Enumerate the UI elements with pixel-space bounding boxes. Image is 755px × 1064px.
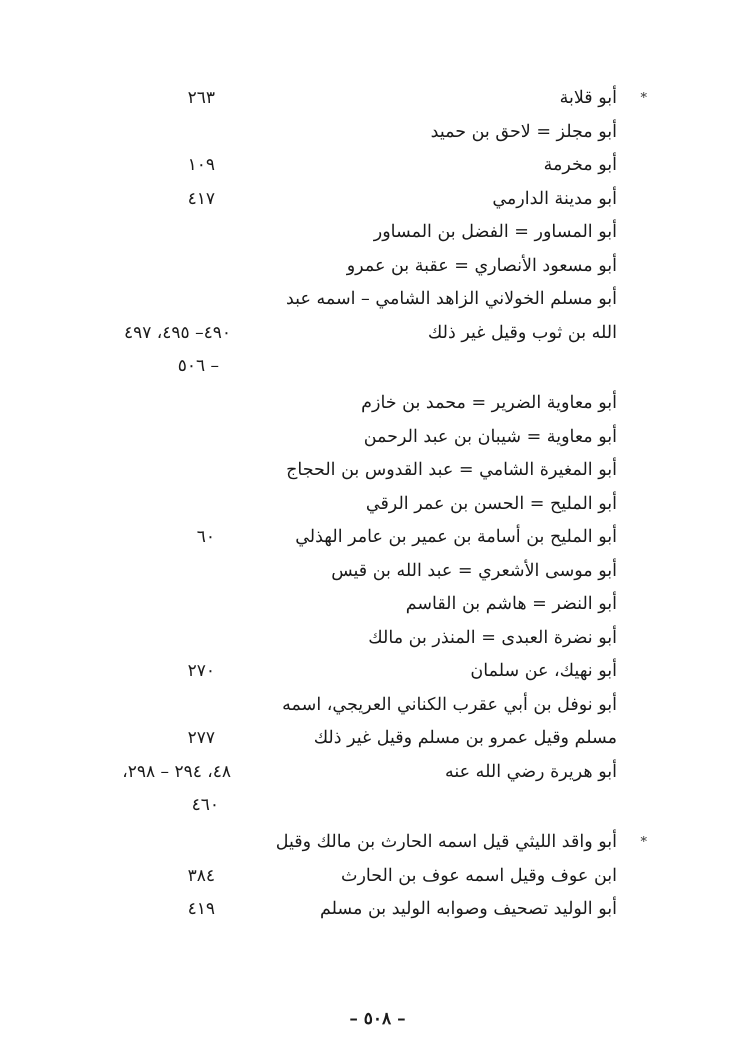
entry-name: أبو المساور = الفضل بن المساور	[373, 222, 617, 242]
entry-name: أبو قلابة	[559, 88, 617, 108]
entry-name: أبو مسعود الأنصاري = عقبة بن عمرو	[346, 255, 617, 276]
entry-name: أبو المليح = الحسن بن عمر الرقي	[365, 493, 617, 514]
entry-pages: ٦٠	[196, 527, 215, 547]
entry-pages: ٢٧٧	[187, 728, 215, 748]
index-entry	[0, 722, 755, 756]
entry-name: أبو المليح بن أسامة بن عمير بن عامر الهذلي	[295, 527, 617, 547]
index-entry	[0, 82, 755, 116]
index-entry	[0, 689, 755, 723]
entry-pages: ٤١٩	[187, 899, 215, 919]
index-entry	[0, 454, 755, 488]
entry-pages: ٤٨، ٢٩٤ – ٢٩٨،	[122, 761, 231, 782]
index-entry	[0, 521, 755, 555]
entry-name: أبو موسى الأشعري = عبد الله بن قيس	[331, 560, 617, 581]
entry-pages: ٤٩٠– ٤٩٥، ٤٩٧	[123, 322, 231, 343]
entry-name: أبو معاوية الضرير = محمد بن خازم	[361, 393, 617, 413]
index-entry	[0, 421, 755, 455]
index-entry	[0, 488, 755, 522]
index-entry	[0, 216, 755, 250]
index-entry	[0, 283, 755, 317]
index-entry	[0, 756, 755, 790]
entry-pages: ٣٨٤	[187, 865, 215, 886]
index-entry	[0, 555, 755, 589]
entry-name: أبو واقد الليثي قيل اسمه الحارث بن مالك وقيل	[275, 832, 617, 852]
star-marker-icon: *	[640, 835, 647, 850]
entry-name: أبو النضر = هاشم بن القاسم	[405, 594, 617, 614]
index-entry	[0, 893, 755, 927]
index-entry	[0, 860, 755, 894]
entry-pages: ٤٦٠	[191, 795, 219, 815]
entry-name: أبو مسلم الخولاني الزاهد الشامي – اسمه عبد	[285, 289, 617, 309]
index-entry	[0, 149, 755, 183]
index-entry	[0, 250, 755, 284]
entry-name: أبو هريرة رضي الله عنه	[445, 761, 617, 782]
index-entry	[0, 826, 755, 860]
entry-name: أبو نهيك، عن سلمان	[470, 661, 617, 681]
entry-name: ابن عوف وقيل اسمه عوف بن الحارث	[341, 865, 617, 886]
star-marker-icon: *	[640, 91, 647, 106]
entry-name: أبو الوليد تصحيف وصوابه الوليد بن مسلم	[319, 899, 617, 919]
index-entry	[0, 116, 755, 150]
entry-name: أبو معاوية = شيبان بن عبد الرحمن	[363, 426, 617, 447]
entry-pages: ١٠٩	[187, 155, 215, 175]
index-entry	[0, 183, 755, 217]
entry-name: أبو المغيرة الشامي = عبد القدوس بن الحجاج	[286, 460, 617, 480]
entry-pages: – ٥٠٦	[177, 356, 219, 376]
index-entry	[0, 622, 755, 656]
entry-pages: ٢٦٣	[187, 88, 215, 108]
entry-name: مسلم وقيل عمرو بن مسلم وقيل غير ذلك	[313, 728, 617, 748]
entry-name: أبو نضرة العبدى = المنذر بن مالك	[368, 627, 617, 648]
index-entry	[0, 789, 755, 826]
entry-name: أبو نوفل بن أبي عقرب الكناني العريجي، اسمه	[282, 694, 617, 715]
page-number: – ٥٠٨ –	[349, 1009, 406, 1029]
entry-pages: ٤١٧	[187, 188, 215, 209]
index-entry	[0, 588, 755, 622]
entry-name: أبو مجلز = لاحق بن حميد	[430, 121, 617, 142]
entry-pages: ٢٧٠	[187, 661, 215, 681]
entry-name: أبو مدينة الدارمي	[492, 188, 617, 209]
entry-name: أبو مخرمة	[543, 155, 617, 175]
index-entries	[0, 82, 755, 927]
index-entry	[0, 350, 755, 387]
index-entry	[0, 317, 755, 351]
index-entry	[0, 387, 755, 421]
index-entry	[0, 655, 755, 689]
entry-name: الله بن ثوب وقيل غير ذلك	[427, 322, 617, 343]
